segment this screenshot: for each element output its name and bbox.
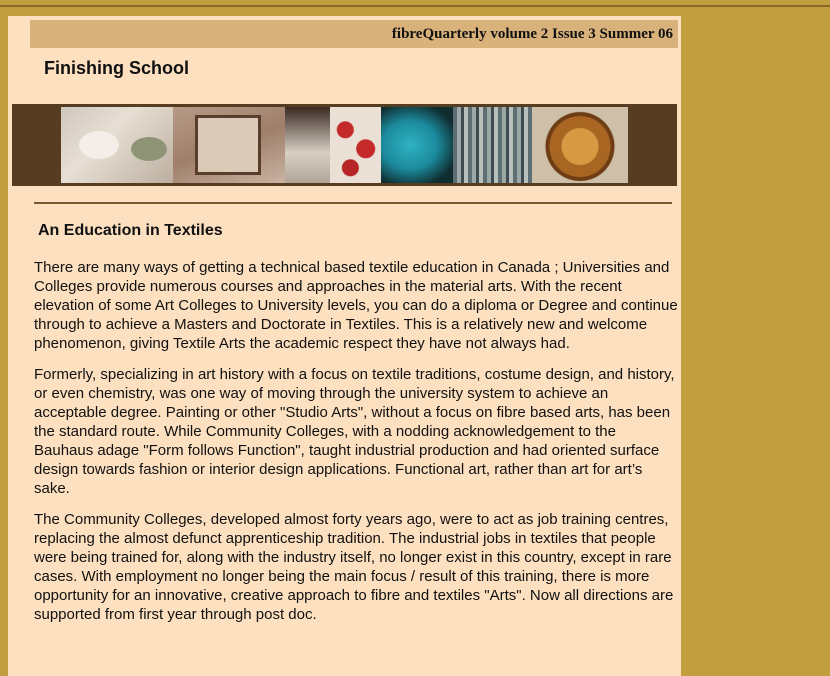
- top-rule: [0, 5, 830, 7]
- paragraph: Formerly, specializing in art history with a focus on textile traditions, costume design, and history, or even chemistry, was one way of moving through the university system to achieve an acceptable degree. Painting or other "Studio Arts", without a focus on fibre based arts, has been the standard route. While Community Colleges, with a nodding acknowledgement to the Bauhaus adage "Form follows Function", taught industrial production and had oriented surface design towards fashion or interior design applications. Functional art, rather than art for art’s sake.: [34, 366, 675, 497]
- coiled-basket-image: [532, 107, 628, 183]
- paragraph: The Community Colleges, developed almost forty years ago, were to act as job training centres, replacing the almost defunct apprenticeship tradition. The industrial jobs in textiles that people were being trained for, along with the industry itself, no longer exist in this country, except in rare cases. With employment no longer being the main focus / result of this training, there is more opportunity for an innovative, creative approach to fibre and textiles "Arts". Now all directions are supported from first year through post doc.: [34, 511, 674, 623]
- embroidered-rabbit-image: [61, 107, 173, 183]
- section-divider: [34, 202, 672, 204]
- masthead-title: fibreQuarterly volume 2 Issue 3 Summer 06: [391, 26, 673, 42]
- teal-garment-image: [381, 107, 453, 183]
- section-title: Finishing School: [44, 58, 189, 78]
- content-panel: [8, 16, 681, 676]
- banner-image-strip: [61, 107, 628, 183]
- banner: [12, 104, 677, 186]
- poppy-print-image: [330, 107, 381, 183]
- article-body: [34, 258, 679, 636]
- woven-strips-image: [453, 107, 532, 183]
- masthead-bar: [30, 20, 678, 48]
- lace-fabric-image: [285, 107, 330, 183]
- article-title: An Education in Textiles: [38, 222, 223, 239]
- paragraph: There are many ways of getting a technical based textile education in Canada ; Universities and Colleges provide numerous courses and approaches in the material arts. With the recent elevation of some Art Colleges to University levels, you can do a diploma or Degree and continue through to achieve a Masters and Doctorate in Textiles. This is a relatively new and welcome phenomenon, giving Textile Arts the academic respect they have not always had.: [34, 259, 678, 352]
- stitched-collage-image: [173, 107, 285, 183]
